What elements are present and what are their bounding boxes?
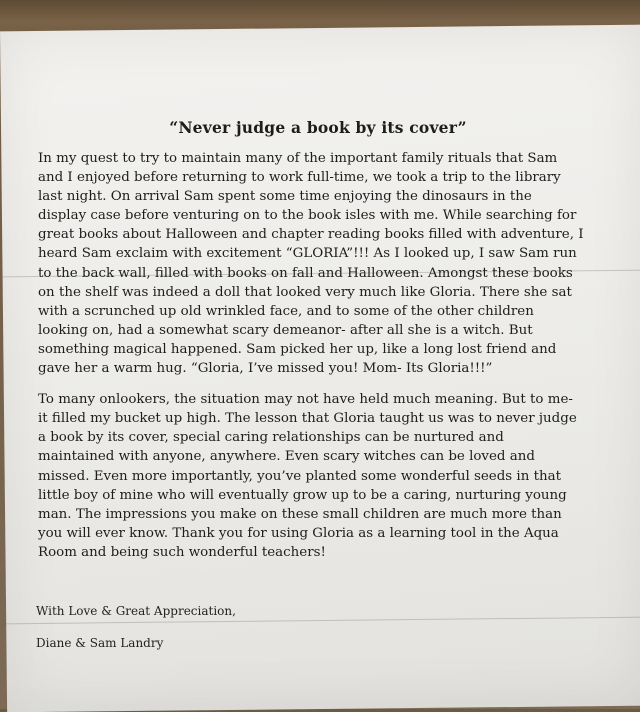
letter-body	[38, 118, 598, 574]
text-line: heard Sam exclaim with excitement “GLORIA”!!! As I looked up, I saw Sam run	[38, 246, 577, 262]
text-line: and I enjoyed before returning to work full-time, we took a trip to the library	[38, 170, 561, 186]
text-line: with a scrunched up old wrinkled face, and to some of the other children	[38, 303, 534, 319]
text-line: looking on, had a somewhat scary demeanor- after all she is a witch. But	[38, 322, 533, 338]
text-line: display case before venturing on to the book isles with me. While searching for	[38, 208, 577, 224]
text-line: a book by its cover, special caring relationships can be nurtured and	[38, 430, 504, 446]
text-line: great books about Halloween and chapter reading books filled with adventure, I	[38, 227, 584, 243]
paragraph-2	[38, 390, 598, 562]
text-line: it filled my bucket up high. The lesson that Gloria taught us was to never judge	[38, 411, 577, 427]
text-line: Room and being such wonderful teachers!	[38, 544, 326, 560]
text-line: gave her a warm hug. “Gloria, I’ve missed you! Mom- Its Gloria!!!”	[38, 361, 493, 377]
letter-title: “Never judge a book by its cover”	[169, 118, 467, 137]
text-line: something magical happened. Sam picked her up, like a long lost friend and	[38, 341, 557, 357]
text-line: last night. On arrival Sam spent some time enjoying the dinosaurs in the	[38, 189, 532, 205]
signature: Diane & Sam Landry	[36, 636, 164, 650]
text-line: man. The impressions you make on these small children are much more than	[38, 506, 562, 522]
text-line: to the back wall, filled with books on fall and Halloween. Amongst these books	[38, 265, 573, 281]
text-line: on the shelf was indeed a doll that looked very much like Gloria. There she sat	[38, 284, 572, 300]
text-line: To many onlookers, the situation may not have held much meaning. But to me-	[38, 392, 573, 408]
text-line: little boy of mine who will eventually grow up to be a caring, nurturing young	[38, 487, 567, 503]
closing-line: With Love & Great Appreciation,	[36, 604, 236, 618]
text-line: maintained with anyone, anywhere. Even scary witches can be loved and	[38, 449, 535, 465]
paragraph-1	[38, 149, 598, 378]
text-line: In my quest to try to maintain many of the important family rituals that Sam	[38, 151, 558, 166]
text-line: you will ever know. Thank you for using Gloria as a learning tool in the Aqua	[38, 525, 559, 541]
text-line: missed. Even more importantly, you’ve planted some wonderful seeds in that	[38, 468, 561, 484]
